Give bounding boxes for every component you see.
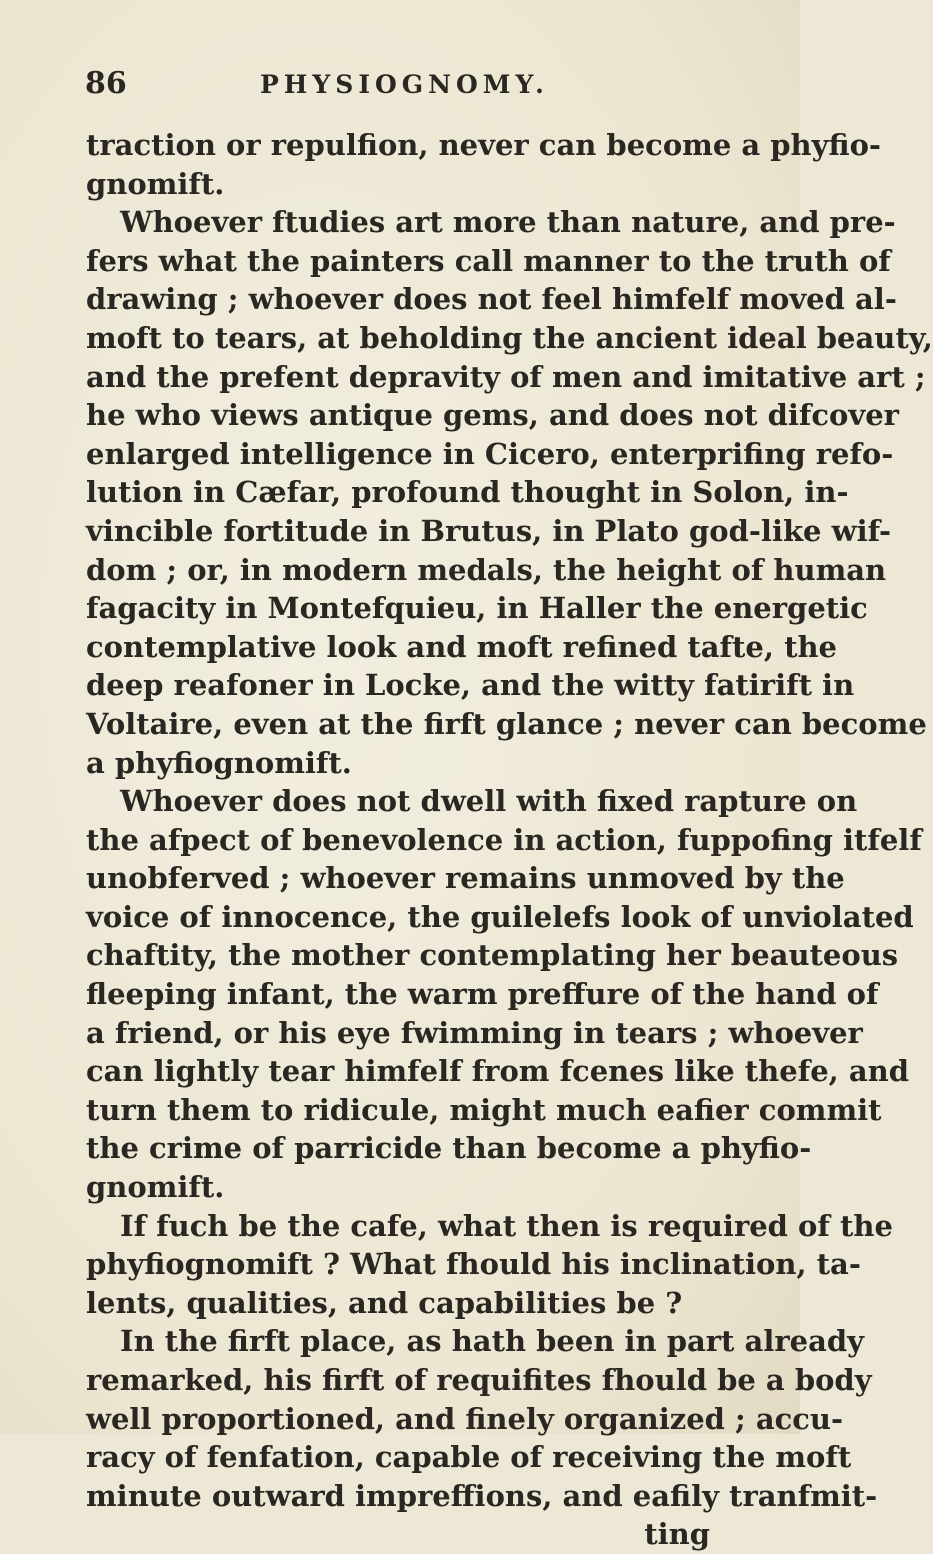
- text-line: unobferved ; whoever remains unmoved by the: [86, 861, 845, 896]
- text-line: gnomift.: [86, 166, 225, 201]
- text-line: chaftity, the mother contemplating her beauteous: [86, 938, 899, 973]
- text-line: deep reafoner in Locke, and the witty fatirift in: [86, 668, 855, 703]
- text-line: gnomift.: [86, 1170, 225, 1205]
- text-line: contemplative look and moft refined tafte, the: [86, 629, 837, 664]
- page-number: 86: [85, 66, 127, 101]
- text-line: In the firft place, as hath been in part already: [120, 1324, 865, 1359]
- body-text: [86, 126, 933, 1554]
- text-line: fleeping infant, the warm preffure of the hand of: [86, 977, 879, 1012]
- text-line: he who views antique gems, and does not difcover: [86, 398, 899, 433]
- page-header: [85, 66, 705, 110]
- text-line: lents, qualities, and capabilities be ?: [86, 1285, 683, 1320]
- text-line: moft to tears, at beholding the ancient ideal beauty,: [86, 320, 933, 355]
- text-line: racy of fenfation, capable of receiving the moft: [86, 1440, 852, 1475]
- text-line: vincible fortitude in Brutus, in Plato god-like wif-: [86, 513, 892, 548]
- text-line: lution in Cæfar, profound thought in Solon, in-: [86, 475, 849, 510]
- text-line: and the prefent depravity of men and imitative art ;: [86, 359, 926, 394]
- text-line: Whoever ftudies art more than nature, and pre-: [120, 205, 896, 240]
- text-line: the afpect of benevolence in action, fuppofing itfelf: [86, 822, 922, 857]
- text-line: Voltaire, even at the firft glance ; never can become: [86, 706, 927, 741]
- text-line: fers what the painters call manner to the truth of: [86, 243, 891, 278]
- text-line: If fuch be the cafe, what then is required of the: [120, 1208, 893, 1243]
- text-line: a friend, or his eye fwimming in tears ; whoever: [86, 1015, 863, 1050]
- text-line: a phyfiognomift.: [86, 745, 352, 780]
- text-line: fagacity in Montefquieu, in Haller the energetic: [86, 591, 868, 626]
- text-line: minute outward impreffions, and eafily tranfmit-: [86, 1478, 878, 1513]
- catchword: ting: [644, 1517, 710, 1552]
- text-line: dom ; or, in modern medals, the height of human: [86, 552, 887, 587]
- text-line: the crime of parricide than become a phyfio-: [86, 1131, 812, 1166]
- text-line: remarked, his firft of requifites fhould be a body: [86, 1363, 872, 1397]
- text-line: phyfiognomift ? What fhould his inclination, ta-: [86, 1247, 861, 1282]
- text-line: drawing ; whoever does not feel himfelf moved al-: [86, 282, 897, 317]
- text-line: Whoever does not dwell with fixed rapture on: [120, 784, 858, 819]
- text-line: traction or repulfion, never can become a phyfio-: [86, 128, 881, 162]
- text-line: enlarged intelligence in Cicero, enterprifing refo-: [86, 436, 894, 471]
- text-line: can lightly tear himfelf from fcenes like thefe, and: [86, 1054, 909, 1089]
- text-line: turn them to ridicule, might much eafier commit: [86, 1092, 882, 1127]
- text-line: well proportioned, and finely organized ; accu-: [86, 1401, 844, 1436]
- text-line: voice of innocence, the guilelefs look of unviolated: [86, 899, 914, 934]
- running-head: PHYSIOGNOMY.: [260, 70, 549, 99]
